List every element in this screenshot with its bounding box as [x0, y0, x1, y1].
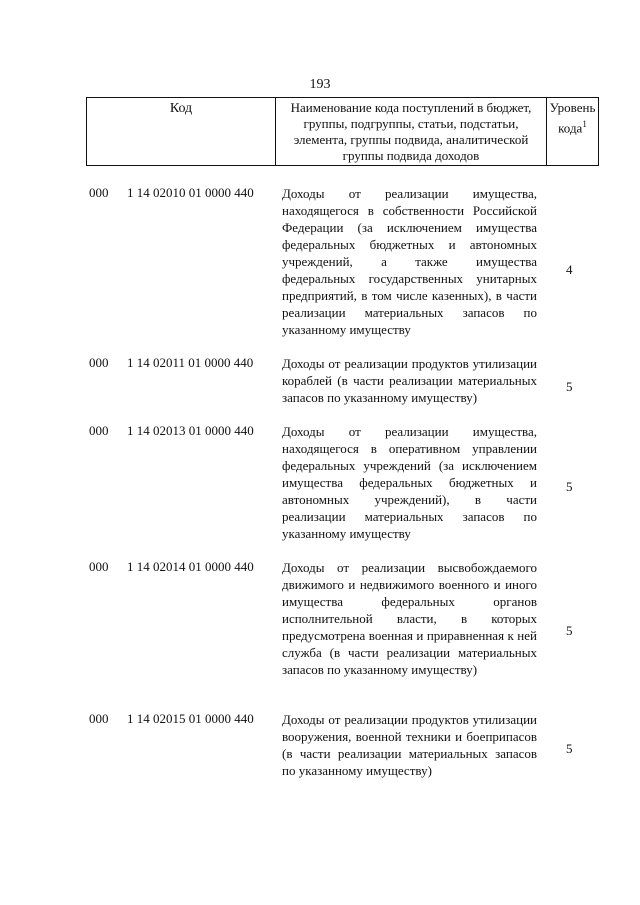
header-level-footnote: 1	[582, 119, 587, 129]
row-admin-code: 000	[89, 559, 109, 574]
row-code: 1 14 02013 01 0000 440	[127, 423, 254, 438]
row-level: 5	[566, 623, 573, 638]
header-level	[547, 98, 599, 165]
header-code: Код	[86, 98, 275, 165]
row-name: Доходы от реализации высвобождаемого движимого и недвижимого военного и иного имущества федеральных органов исполнительной власти, в которых предусмотрена военная и приравненная к ней служба (в части реализации материальных запасов по указанному имуществу)	[282, 560, 537, 677]
row-level: 5	[566, 379, 573, 394]
row-level: 5	[566, 479, 573, 494]
page-number: 193	[309, 77, 331, 92]
row-name: Доходы от реализации имущества, находящегося в оперативном управлении федеральных учреждений (за исключением имущества федеральных бюджетных и автономных учреждений), в части реализации материальных запасов по указанному имуществу	[282, 424, 537, 541]
row-admin-code: 000	[89, 423, 109, 438]
row-admin-code: 000	[89, 185, 109, 200]
row-level: 4	[566, 262, 573, 277]
row-code: 1 14 02011 01 0000 440	[127, 355, 254, 370]
header-level-label: Уровень кода	[549, 100, 596, 136]
table-header	[86, 97, 599, 166]
row-name: Доходы от реализации продуктов утилизации кораблей (в части реализации материальных запасов по указанному имуществу)	[282, 356, 537, 405]
row-code: 1 14 02015 01 0000 440	[127, 711, 254, 726]
row-name: Доходы от реализации имущества, находящегося в собственности Российской Федерации (за исключением имущества федеральных бюджетных и автономных учреждений, а также имущества федеральных государственных унитарных предприятий, в том числе казенных), в части реализации материальных запасов по указанному имуществу	[282, 186, 537, 337]
row-level: 5	[566, 741, 573, 756]
row-code: 1 14 02010 01 0000 440	[127, 185, 254, 200]
row-admin-code: 000	[89, 711, 109, 726]
row-code: 1 14 02014 01 0000 440	[127, 559, 254, 574]
header-name: Наименование кода поступлений в бюджет, группы, подгруппы, статьи, подстатьи, элемента, группы подвида, аналитической группы подвида доходов	[275, 98, 547, 165]
row-name: Доходы от реализации продуктов утилизации вооружения, военной техники и боеприпасов (в части реализации материальных запасов по указанному имуществу)	[282, 712, 537, 778]
row-admin-code: 000	[89, 355, 109, 370]
